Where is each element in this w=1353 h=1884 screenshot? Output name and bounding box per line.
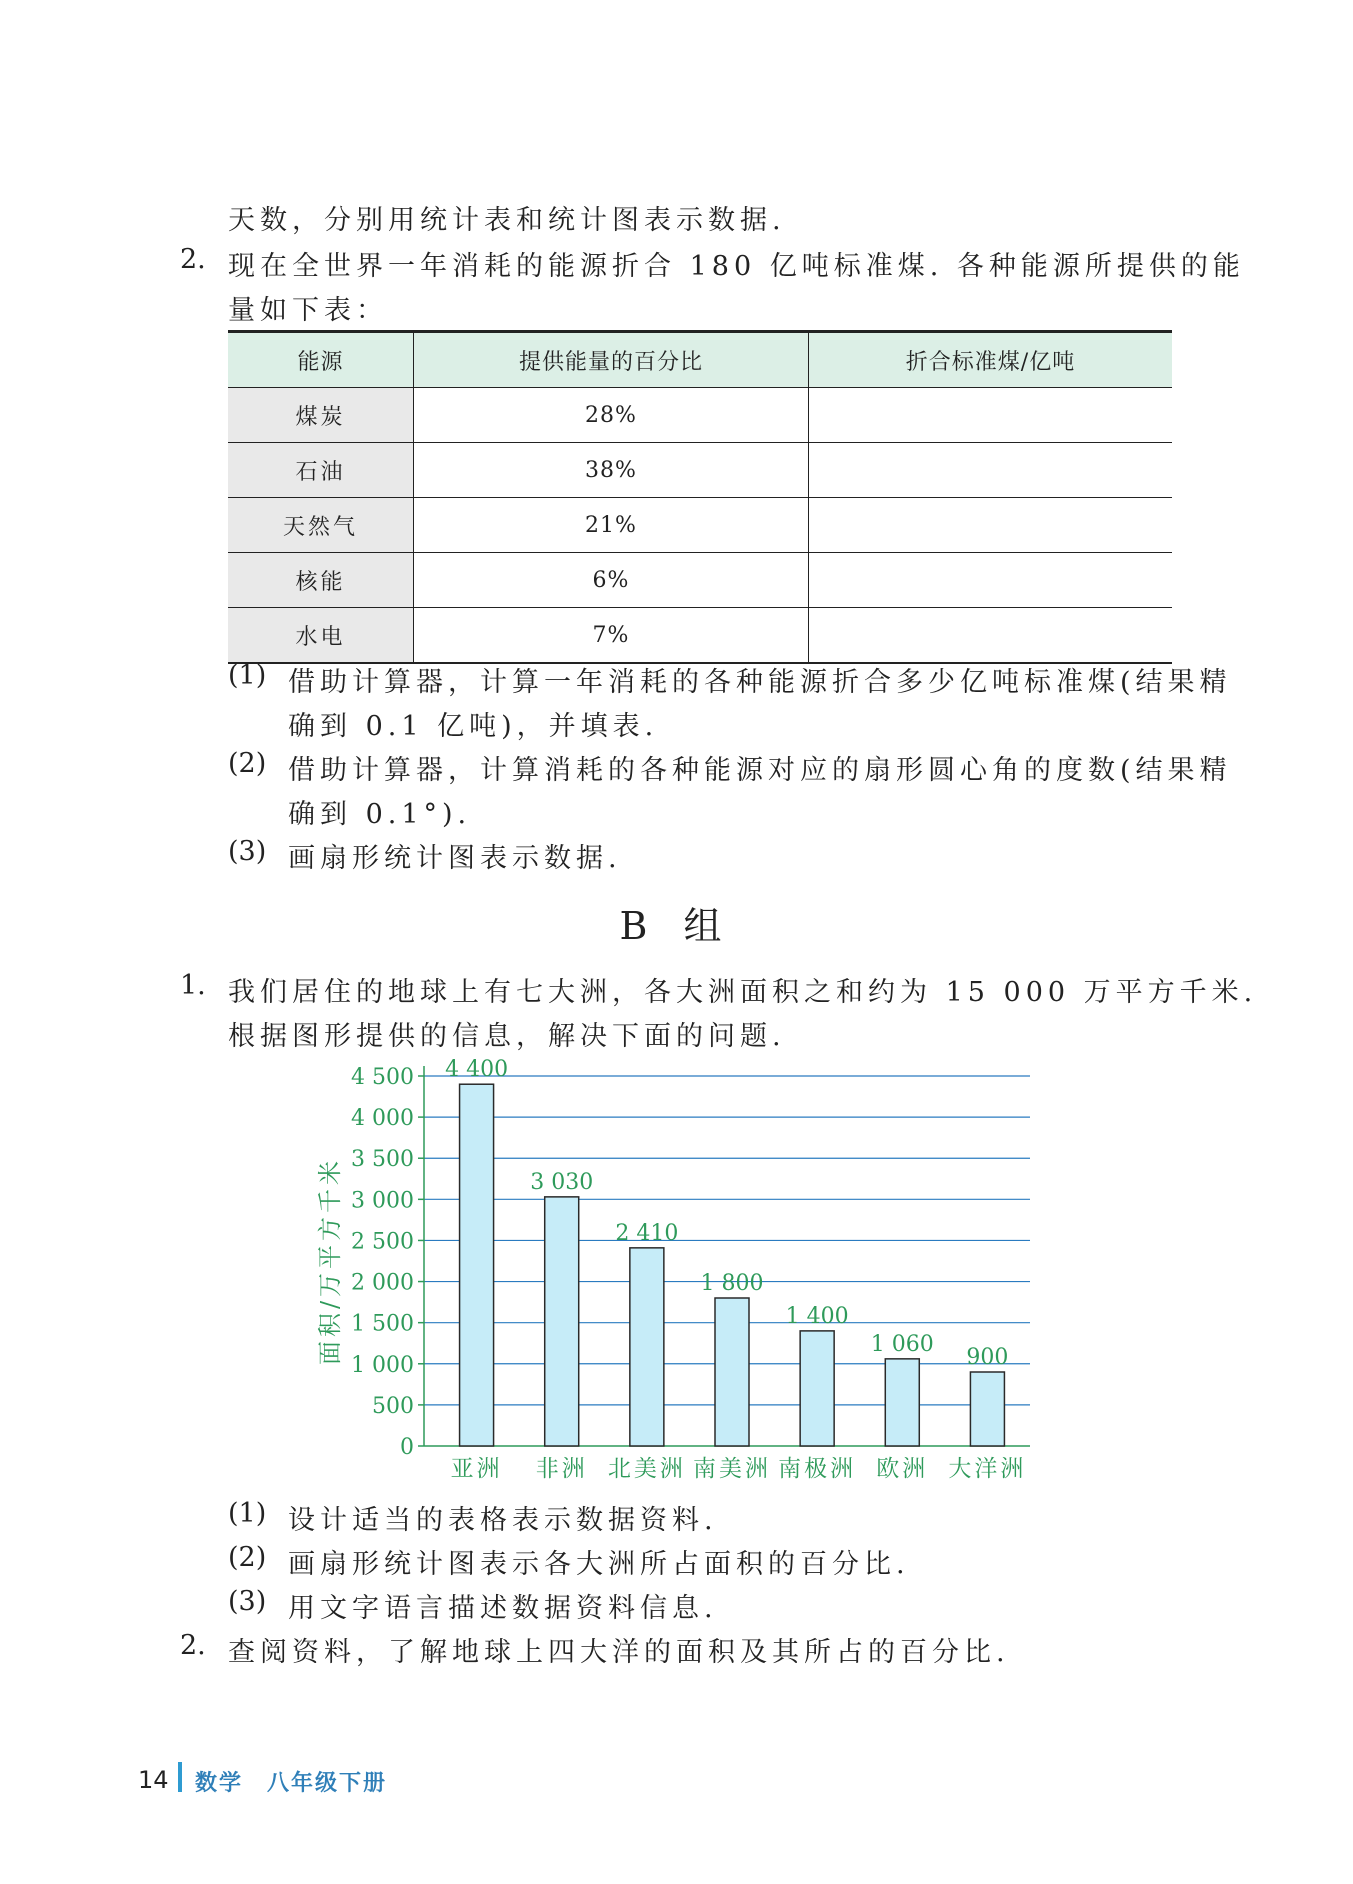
subquestion-text: 用文字语言描述数据资料信息. (288, 1593, 718, 1624)
data-label: 1 060 (870, 1331, 934, 1357)
energy-percent: 6% (414, 553, 809, 608)
table-row (228, 443, 1172, 498)
y-tick-label: 1 500 (351, 1311, 414, 1337)
subquestion-label: (3) (228, 1586, 267, 1617)
table-header: 提供能量的百分比 (414, 332, 809, 388)
question-text: 量如下表： (228, 295, 388, 326)
energy-percent: 7% (414, 608, 809, 664)
bar-5 (800, 1331, 834, 1446)
bar-4 (715, 1298, 749, 1446)
data-label: 3 030 (530, 1169, 594, 1195)
table-row (228, 498, 1172, 553)
energy-percent: 38% (414, 443, 809, 498)
x-tick-label: 亚洲 (450, 1456, 503, 1482)
energy-source: 水电 (228, 608, 414, 664)
subquestion-text: 画扇形统计图表示各大洲所占面积的百分比. (288, 1549, 910, 1580)
x-tick-label: 北美洲 (607, 1456, 686, 1482)
data-label: 2 410 (615, 1220, 679, 1246)
y-tick-label: 500 (372, 1393, 414, 1419)
energy-value (809, 388, 1173, 443)
question-number: 2. (180, 244, 206, 275)
subquestion-label: (2) (228, 748, 267, 779)
energy-value (809, 443, 1173, 498)
section-title: B 组 (619, 904, 734, 948)
table-row (228, 553, 1172, 608)
subquestion-text: 设计适当的表格表示数据资料. (288, 1505, 718, 1536)
energy-value (809, 608, 1173, 664)
question-text: 现在全世界一年消耗的能源折合 180 亿吨标准煤. 各种能源所提供的能 (228, 251, 1245, 282)
energy-source: 天然气 (228, 498, 414, 553)
footer-divider (178, 1762, 182, 1792)
y-tick-label: 4 500 (351, 1065, 414, 1090)
y-tick-label: 3 000 (351, 1188, 414, 1214)
question-text: 我们居住的地球上有七大洲，各大洲面积之和约为 15 000 万平方千米. (228, 977, 1258, 1008)
y-tick-label: 2 000 (351, 1270, 414, 1296)
data-label: 1 800 (700, 1271, 764, 1296)
table-row (228, 388, 1172, 443)
question-number: 1. (180, 970, 206, 1001)
y-tick-label: 2 500 (351, 1229, 414, 1255)
table-header: 能源 (228, 332, 414, 388)
energy-percent: 21% (414, 498, 809, 553)
x-tick-label: 南美洲 (693, 1456, 771, 1482)
energy-source: 石油 (228, 443, 414, 498)
subquestion-text: 画扇形统计图表示数据. (288, 843, 622, 874)
question-text: 查阅资料，了解地球上四大洋的面积及其所占的百分比. (228, 1637, 1010, 1668)
y-tick-label: 3 500 (351, 1147, 414, 1173)
x-tick-label: 大洋洲 (948, 1456, 1027, 1482)
energy-percent: 28% (414, 388, 809, 443)
bar-3 (630, 1248, 664, 1446)
energy-value (809, 553, 1173, 608)
energy-table (228, 330, 1172, 664)
continent-area-bar-chart (300, 1050, 1040, 1490)
page-number: 14 (138, 1766, 169, 1794)
data-label: 4 400 (445, 1057, 509, 1083)
bar-6 (885, 1359, 919, 1446)
data-label: 900 (966, 1345, 1009, 1370)
question-text: 根据图形提供的信息，解决下面的问题. (228, 1021, 786, 1052)
bar-7 (970, 1372, 1004, 1446)
energy-source: 核能 (228, 553, 414, 608)
y-tick-label: 0 (400, 1435, 414, 1460)
table-header-row (228, 332, 1172, 388)
y-axis-label: 面积/万平方千米 (316, 1156, 344, 1366)
y-tick-label: 1 000 (351, 1352, 414, 1378)
book-title: 数学 八年级下册 (195, 1771, 388, 1796)
subquestion-text: 确到 0.1°). (288, 799, 472, 830)
y-tick-label: 4 000 (351, 1106, 414, 1132)
subquestion-text: 借助计算器，计算一年消耗的各种能源折合多少亿吨标准煤(结果精 (288, 667, 1232, 698)
data-label: 1 400 (785, 1303, 849, 1329)
subquestion-label: (2) (228, 1542, 267, 1573)
x-tick-label: 南极洲 (778, 1456, 857, 1482)
subquestion-label: (1) (228, 1498, 267, 1529)
bar-2 (545, 1197, 579, 1446)
subquestion-text: 借助计算器，计算消耗的各种能源对应的扇形圆心角的度数(结果精 (288, 755, 1232, 786)
intro-line: 天数，分别用统计表和统计图表示数据. (228, 205, 786, 236)
table-header: 折合标准煤/亿吨 (809, 332, 1173, 388)
energy-value (809, 498, 1173, 553)
bar-1 (460, 1084, 494, 1446)
energy-source: 煤炭 (228, 388, 414, 443)
subquestion-label: (3) (228, 836, 267, 867)
question-number: 2. (180, 1630, 206, 1661)
x-tick-label: 欧洲 (876, 1456, 929, 1482)
x-tick-label: 非洲 (535, 1456, 588, 1482)
table-row (228, 608, 1172, 664)
subquestion-label: (1) (228, 660, 267, 691)
subquestion-text: 确到 0.1 亿吨)，并填表. (288, 711, 659, 742)
